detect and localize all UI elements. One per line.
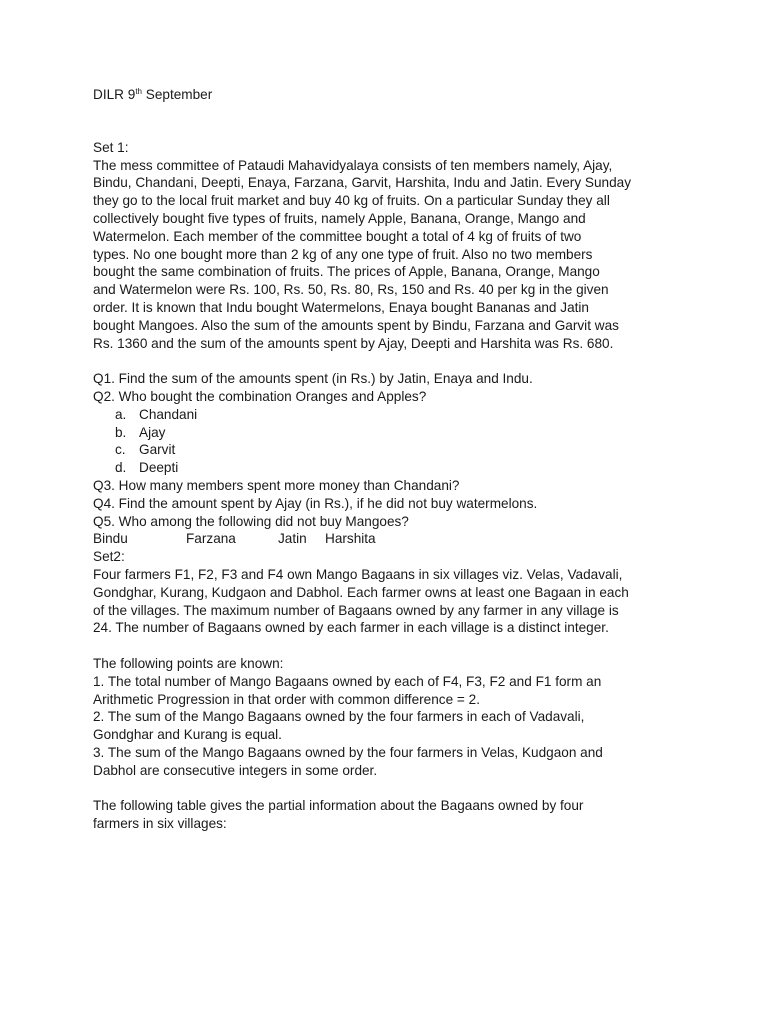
paragraph-line: farmers in six villages: [93,816,227,832]
points-intro: The following points are known: [93,655,284,671]
question-2: Q2. Who bought the combination Oranges and Apples? [93,388,427,404]
paragraph-line: bought Mangoes. Also the sum of the amounts spent by Bindu, Farzana and Garvit was [93,317,619,333]
paragraph-line: The mess committee of Pataudi Mahavidyalaya consists of ten members namely, Ajay, [93,157,613,173]
set1-heading: Set 1: [93,139,129,155]
paragraph-line: collectively bought five types of fruits, namely Apple, Banana, Orange, Mango and [93,210,586,226]
paragraph-line: bought the same combination of fruits. The prices of Apple, Banana, Orange, Mango [93,264,600,280]
title-superscript: th [135,87,142,96]
point-line: 3. The sum of the Mango Bagaans owned by the four farmers in Velas, Kudgaon and [93,744,603,760]
option-a: a. Chandani [115,406,198,422]
q5-option: Bindu [93,531,128,547]
document-page [93,86,693,833]
paragraph-line: types. No one bought more than 2 kg of any one type of fruit. Also no two members [93,246,593,262]
paragraph-line: Rs. 1360 and the sum of the amounts spent by Ajay, Deepti and Harshita was Rs. 680. [93,335,614,351]
point-line: 1. The total number of Mango Bagaans owned by each of F4, F3, F2 and F1 form an [93,673,602,689]
point-line: Dabhol are consecutive integers in some order. [93,762,378,778]
paragraph-line: 24. The number of Bagaans owned by each farmer in each village is a distinct integer. [93,620,609,636]
paragraph-line: they go to the local fruit market and buy 40 kg of fruits. On a particular Sunday they all [93,193,610,209]
q5-option: Jatin [278,531,307,547]
paragraph-line: The following table gives the partial information about the Bagaans owned by four [93,798,584,814]
table-intro [93,797,693,833]
document-title: DILR 9th September [93,87,213,102]
option-d: d. Deepti [115,460,179,476]
question-1: Q1. Find the sum of the amounts spent (in Rs.) by Jatin, Enaya and Indu. [93,371,533,387]
q5-option: Farzana [186,531,236,547]
question-5-options [93,530,693,548]
question-4: Q4. Find the amount spent by Ajay (in Rs.), if he did not buy watermelons. [93,495,538,511]
question-5: Q5. Who among the following did not buy Mangoes? [93,513,409,529]
option-c: c. Garvit [115,442,176,458]
points-list [93,673,693,780]
paragraph-line: Watermelon. Each member of the committee bought a total of 4 kg of fruits of two [93,228,582,244]
question-3: Q3. How many members spent more money than Chandani? [93,477,460,493]
paragraph-line: Four farmers F1, F2, F3 and F4 own Mango Bagaans in six villages viz. Velas, Vadavali, [93,566,623,582]
point-line: Arithmetic Progression in that order with common difference = 2. [93,691,480,707]
point-line: 2. The sum of the Mango Bagaans owned by the four farmers in each of Vadavali, [93,709,585,725]
paragraph-line: of the villages. The maximum number of Bagaans owned by any farmer in any village is [93,602,619,618]
paragraph-line: Gondghar, Kurang, Kudgaon and Dabhol. Each farmer owns at least one Bagaan in each [93,584,629,600]
q5-option: Harshita [325,531,376,547]
set1-paragraph [93,157,693,353]
paragraph-line: order. It is known that Indu bought Watermelons, Enaya bought Bananas and Jatin [93,299,589,315]
question-2-options [93,406,693,477]
option-b: b. Ajay [115,424,166,440]
paragraph-line: Bindu, Chandani, Deepti, Enaya, Farzana, Garvit, Harshita, Indu and Jatin. Every Sunday [93,175,632,191]
paragraph-line: and Watermelon were Rs. 100, Rs. 50, Rs. 80, Rs, 150 and Rs. 40 per kg in the given [93,282,609,298]
set2-heading: Set2: [93,549,125,565]
set2-paragraph [93,566,693,637]
point-line: Gondghar and Kurang is equal. [93,727,282,743]
